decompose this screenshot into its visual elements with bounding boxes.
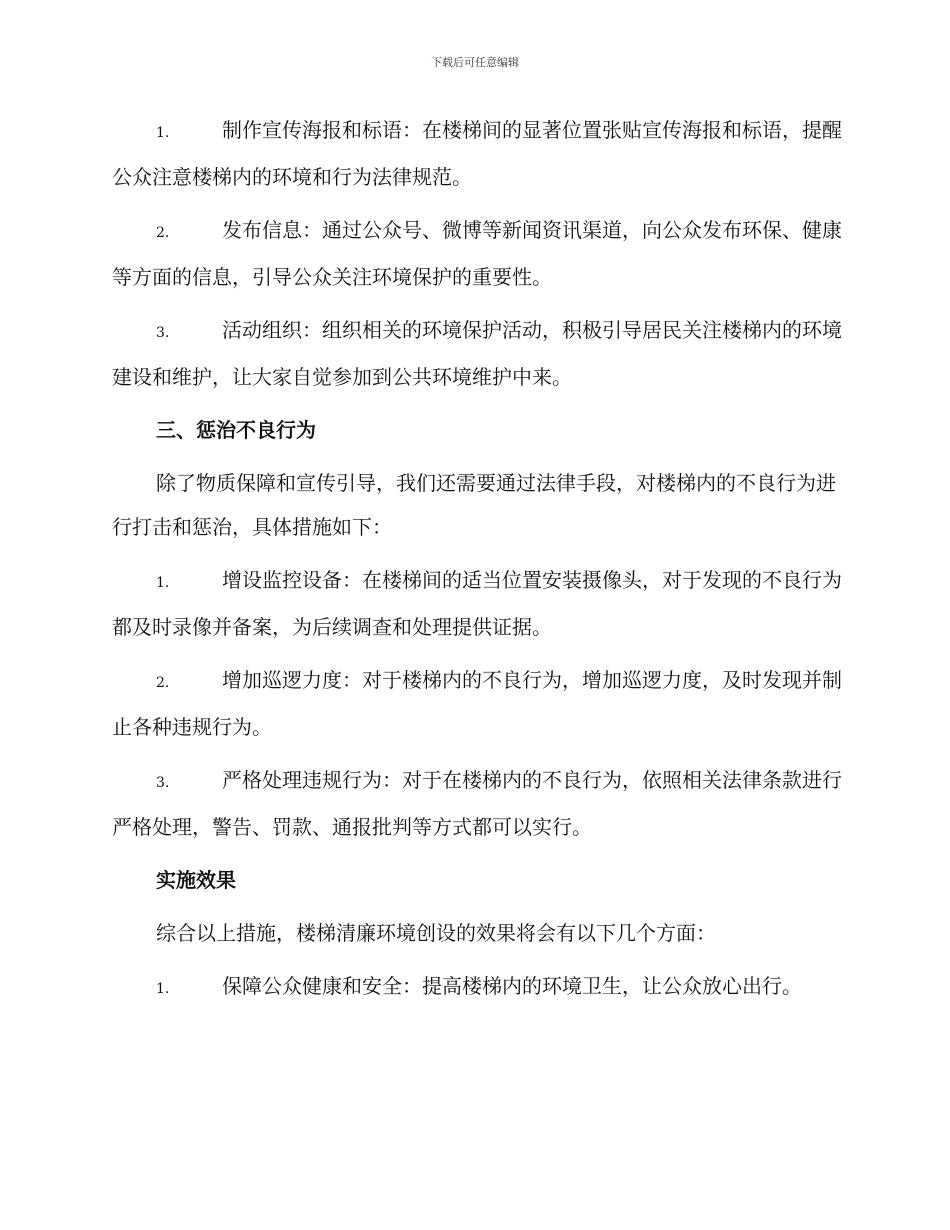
list-number: 3. [156,325,170,341]
list-text: 严格处理违规行为：对于在楼梯内的不良行为，依照相关法律条款进行严格处理，警告、罚款、通报批判等方式都可以实行。 [112,768,842,839]
list-number: 1. [156,575,170,591]
body-paragraph: 综合以上措施，楼梯清廉环境创设的效果将会有以下几个方面： [156,921,716,945]
list-text: 活动组织：组织相关的环境保护活动，积极引导居民关注楼梯内的环境建设和维护，让大家自觉参加到公共环境维护中来。 [112,318,842,389]
list-item [112,308,842,399]
list-text: 增设监控设备：在楼梯间的适当位置安装摄像头，对于发现的不良行为都及时录像并备案，为后续调查和处理提供证据。 [112,568,842,639]
list-text: 保障公众健康和安全：提高楼梯内的环境卫生，让公众放心出行。 [222,974,802,998]
document-body [112,108,842,1020]
list-number: 1. [156,981,170,997]
list-item [112,108,842,199]
section-heading: 三、惩治不良行为 [156,418,316,442]
list-text: 增加巡逻力度：对于楼梯内的不良行为，增加巡逻力度，及时发现并制止各种违规行为。 [112,668,842,739]
list-item [112,964,842,1011]
list-number: 2. [156,675,170,691]
list-number: 1. [156,125,170,141]
list-number: 3. [156,775,170,791]
body-paragraph: 除了物质保障和宣传引导，我们还需要通过法律手段，对楼梯内的不良行为进行打击和惩治，具体措施如下： [112,471,836,539]
list-text: 发布信息：通过公众号、微博等新闻资讯渠道，向公众发布环保、健康等方面的信息，引导公众关注环境保护的重要性。 [112,218,842,289]
list-item [112,208,842,299]
list-item [112,558,842,649]
section-heading: 实施效果 [156,868,236,892]
list-item [112,758,842,849]
list-item [112,658,842,749]
list-number: 2. [156,225,170,241]
page-header: 下载后可任意编辑 [431,56,519,69]
list-text: 制作宣传海报和标语：在楼梯间的显著位置张贴宣传海报和标语，提醒公众注意楼梯内的环境和行为法律规范。 [112,118,842,189]
